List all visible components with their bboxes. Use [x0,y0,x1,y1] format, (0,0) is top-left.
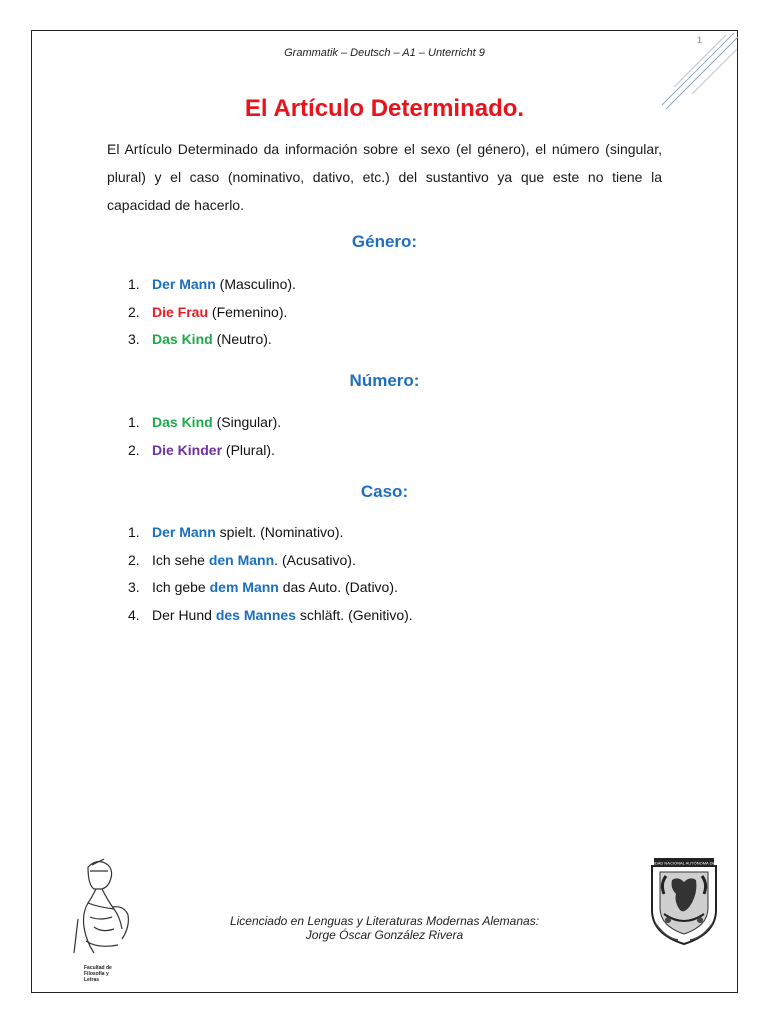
footer-line-1: Licenciado en Lenguas y Literaturas Modernas Alemanas: [229,914,540,928]
list-item [128,606,413,634]
logo-caption-line: Letras [84,977,100,983]
article-term: Das Kind [152,331,213,347]
list-numero [128,413,281,468]
item-text: (Singular). [212,414,282,430]
list-item [128,303,296,331]
intro-paragraph: El Artículo Determinado da información sobre el sexo (el género), el número (singular, plural) y el caso (nominativo, dativo, etc.) del sustantivo ya que este no tiene la capacidad de hacerlo. [107,141,662,213]
page-number: 1 [697,35,703,45]
logo-caption-line: Filosofía y [84,971,109,977]
list-item [128,275,296,303]
article-term: Das Kind [152,414,213,430]
faculty-minerva-logo-icon [68,857,134,961]
unam-seal-logo-icon [635,854,733,946]
list-item [128,523,413,551]
item-pre: Ich sehe [152,551,209,568]
article-term: Der Mann [152,276,216,292]
item-text: (Femenino). [208,303,288,320]
item-text: (Neutro). [212,331,272,347]
list-item [128,441,281,469]
item-pre: Ich gebe [152,579,210,595]
list-item [128,551,413,579]
logo-caption-line: Facultad de [84,965,112,971]
list-item [128,578,413,606]
article-term: des Mannes [215,606,296,623]
heading-numero: Número: [349,371,420,390]
list-genero [128,275,296,358]
item-text: spielt. (Nominativo). [215,524,344,540]
item-text: schläft. (Genitivo). [295,606,413,623]
list-item [128,413,281,441]
item-text: das Auto. (Dativo). [278,579,398,595]
item-number: 4. [128,606,140,623]
article-term: Die Kinder [152,441,223,458]
article-term: Der Mann [152,524,216,540]
item-text: (Masculino). [215,276,296,292]
item-text: . (Acusativo). [274,551,356,568]
document-page [31,30,738,993]
item-number: 3. [128,579,140,595]
page-header: Grammatik – Deutsch – A1 – Unterricht 9 [284,47,485,59]
university-seal [635,854,733,951]
item-number: 2. [128,303,140,320]
item-number: 2. [128,441,140,458]
seal-text: UNIVERSIDAD NACIONAL AUTÓNOMA DE MÉXICO [635,860,733,866]
faculty-logo [68,857,134,983]
heading-genero: Género: [351,232,418,251]
list-caso [128,523,413,633]
logo-caption [84,965,112,983]
article-term: den Mann [208,551,275,568]
footer-line-2: Jorge Óscar González Rivera [305,928,464,942]
article-term: Die Frau [152,303,209,320]
item-text: (Plural). [222,441,275,458]
item-number: 1. [128,414,140,430]
page-title: El Artículo Determinado. [244,95,525,122]
item-number: 1. [128,276,140,292]
list-item [128,330,296,358]
item-pre: Der Hund [152,606,216,623]
heading-caso: Caso: [360,482,409,501]
article-term: dem Mann [209,579,279,595]
item-number: 1. [128,524,140,540]
item-number: 3. [128,331,140,347]
page-footer [32,914,737,942]
item-number: 2. [128,551,140,568]
